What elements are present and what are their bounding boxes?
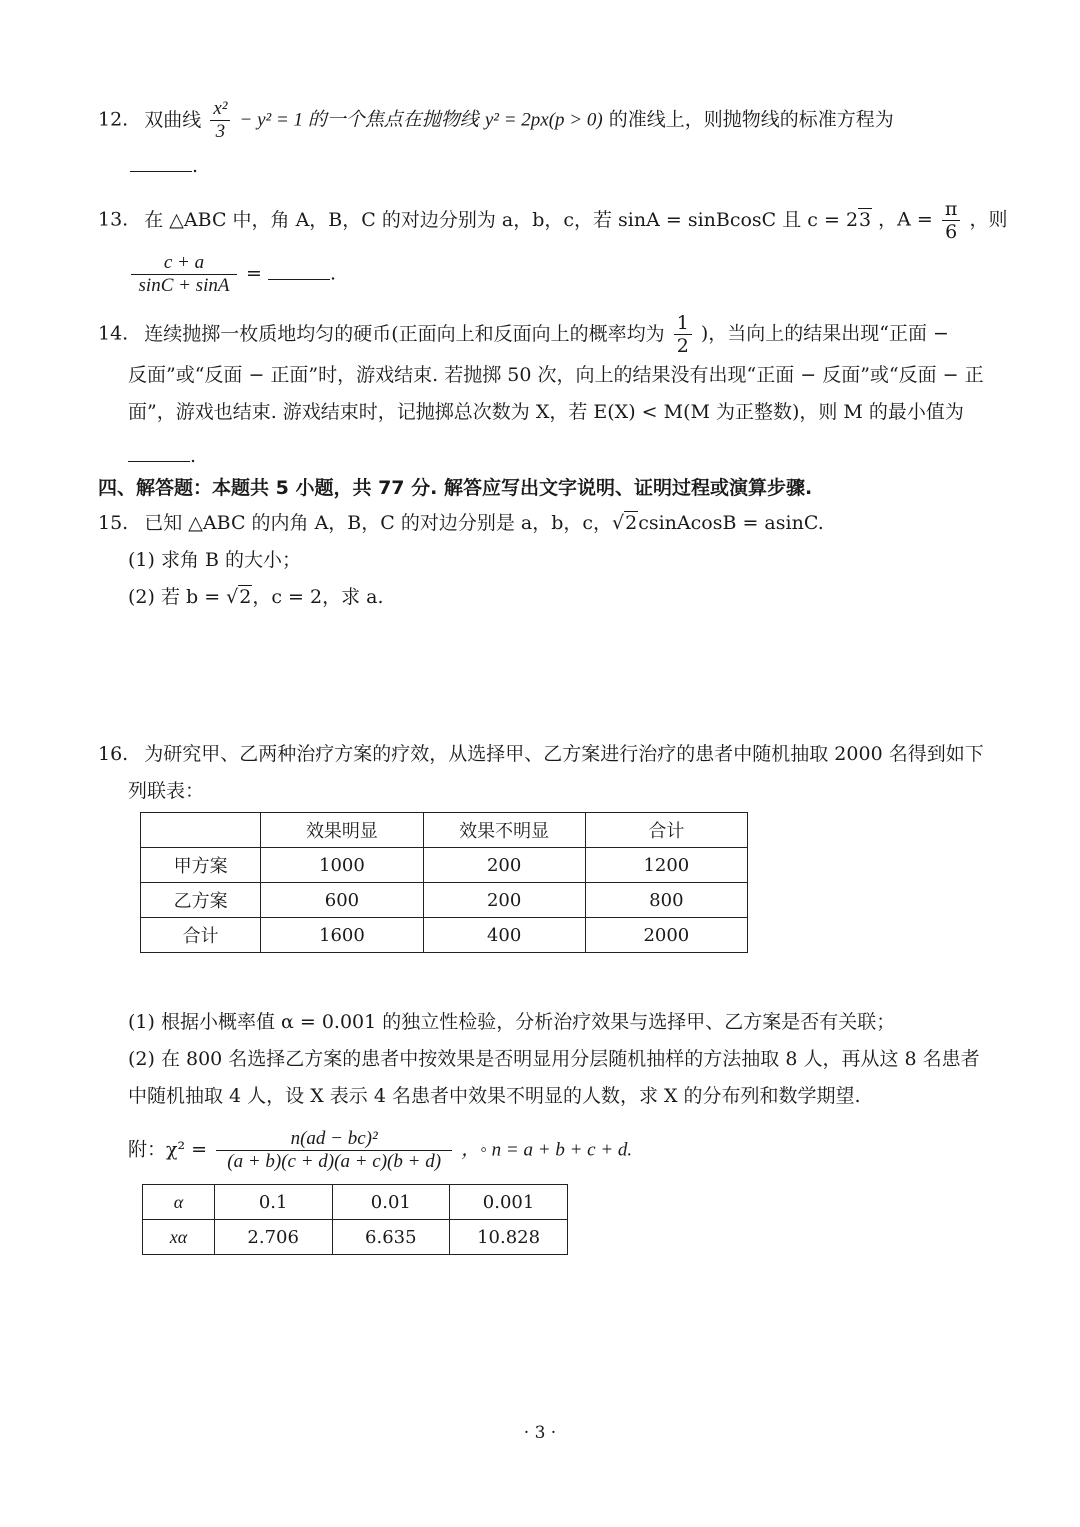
table-cell: 200: [423, 883, 585, 918]
table-row: [141, 883, 748, 918]
table-cell: 甲方案: [141, 848, 261, 883]
table-cell: 2.706: [214, 1220, 332, 1255]
fraction-pi-over-6: $\frac{\pi}{6}$: [942, 198, 961, 243]
table-cell: xα: [143, 1220, 215, 1255]
table-cell: 0.1: [214, 1185, 332, 1220]
table-cell: 2000: [585, 918, 747, 953]
question-14-line2: 反面”或“反面 − 正面”时，游戏结束. 若抛掷 50 次，向上的结果没有出现“正面 − 反面”或“反面 − 正: [128, 364, 984, 386]
table-cell: 200: [423, 848, 585, 883]
table-cell: 1200: [585, 848, 747, 883]
question-15-line1: 15. 已知 △ABC 的内角 A，B，C 的对边分别是 a，b，c，√2csinAcosB = asinC.: [98, 512, 824, 534]
answer-blank: [130, 155, 192, 172]
page-number: · 3 ·: [523, 1423, 557, 1443]
critical-value-table: [142, 1184, 568, 1255]
table-cell: 0.001: [450, 1185, 568, 1220]
answer-blank: [268, 263, 330, 280]
table-header: 效果不明显: [423, 813, 585, 848]
fraction-c-plus-a: $\frac{c + a}{\sin C + \sin A}$: [131, 252, 237, 297]
question-13-line2: $\frac{c + a}{\sin C + \sin A}$ = .: [128, 252, 336, 297]
table-header: 效果明显: [261, 813, 423, 848]
table-row: [141, 918, 748, 953]
question-13-line1: 13. 在 △ABC 中，角 A，B，C 的对边分别为 a，b，c，若 sinA = sinBcosC 且 c = 23 ，A = $\frac{\pi}{6}$ ，则: [98, 198, 1008, 243]
table-cell: [141, 813, 261, 848]
question-number: 14.: [98, 322, 129, 345]
sqrt-2: 2: [239, 586, 252, 608]
table-row: [141, 848, 748, 883]
question-12-line1: 12. 双曲线 $\frac{\text{x²}}{3}$ − y² = 1 的一个焦点在抛物线 y² = 2px(p > 0) 的准线上，则抛物线的标准方程为: [98, 98, 894, 142]
table-cell: 乙方案: [141, 883, 261, 918]
question-16-line1: 16. 为研究甲、乙两种治疗方案的疗效，从选择甲、乙方案进行治疗的患者中随机抽取 2000 名得到如下: [98, 743, 984, 765]
table-row: [143, 1185, 568, 1220]
sqrt-3: 3: [859, 208, 872, 231]
table-cell: 合计: [141, 918, 261, 953]
question-number: 16.: [98, 743, 129, 765]
question-16-part-2-line2: 中随机抽取 4 人，设 X 表示 4 名患者中效果不明显的人数，求 X 的分布列和数学期望.: [128, 1085, 861, 1107]
sqrt-2: 2: [625, 512, 638, 534]
table-cell: 6.635: [332, 1220, 450, 1255]
fraction-x2-over-3: $\frac{\text{x²}}{3}$: [210, 98, 230, 143]
contingency-table: [140, 812, 748, 953]
fraction-one-half: $\frac{1}{2}$: [674, 312, 692, 357]
question-number: 13.: [98, 208, 129, 231]
table-cell: 1600: [261, 918, 423, 953]
table-header-row: [141, 813, 748, 848]
section-4-heading: 四、解答题：本题共 5 小题，共 77 分. 解答应写出文字说明、证明过程或演算步骤.: [98, 477, 813, 499]
table-cell: 10.828: [450, 1220, 568, 1255]
answer-blank: [128, 445, 190, 462]
question-14-answer-blank: .: [128, 442, 196, 470]
question-number: 15.: [98, 512, 129, 534]
question-16-part-1: (1) 根据小概率值 α = 0.001 的独立性检验，分析治疗效果与选择甲、乙方案是否有关联；: [128, 1011, 896, 1033]
question-15-part-1: (1) 求角 B 的大小；: [128, 549, 301, 571]
table-row: [143, 1220, 568, 1255]
question-number: 12.: [98, 108, 129, 131]
question-16-part-2-line1: (2) 在 800 名选择乙方案的患者中按效果是否明显用分层随机抽样的方法抽取 8 人，再从这 8 名患者: [128, 1048, 980, 1070]
table-header: 合计: [585, 813, 747, 848]
question-15-part-2: (2) 若 b = √2，c = 2，求 a.: [128, 586, 384, 608]
table-cell: 400: [423, 918, 585, 953]
table-cell: 1000: [261, 848, 423, 883]
table-cell: 600: [261, 883, 423, 918]
question-14-line3: 面”，游戏也结束. 游戏结束时，记抛掷总次数为 X，若 E(X) < M(M 为正整数)，则 M 的最小值为: [128, 401, 964, 423]
table-cell: α: [143, 1185, 215, 1220]
table-cell: 800: [585, 883, 747, 918]
chi-square-fraction: $\frac{\text{n(ad − bc)²}}{(a + b)(c + d)(a + c)(b + d)}$: [216, 1128, 452, 1173]
question-12-answer-blank: .: [130, 152, 198, 180]
table-cell: 0.01: [332, 1185, 450, 1220]
chi-square-formula: 附：χ² = $\frac{\text{n(ad − bc)²}}{(a + b)(c + d)(a + c)(b + d)}$ ，◦ n = a + b + c + d.: [128, 1128, 633, 1172]
question-14-line1: 14. 连续抛掷一枚质地均匀的硬币(正面向上和反面向上的概率均为 $\frac{1}{2}$ )，当向上的结果出现“正面 −: [98, 312, 949, 357]
question-16-line2: 列联表：: [128, 780, 205, 802]
